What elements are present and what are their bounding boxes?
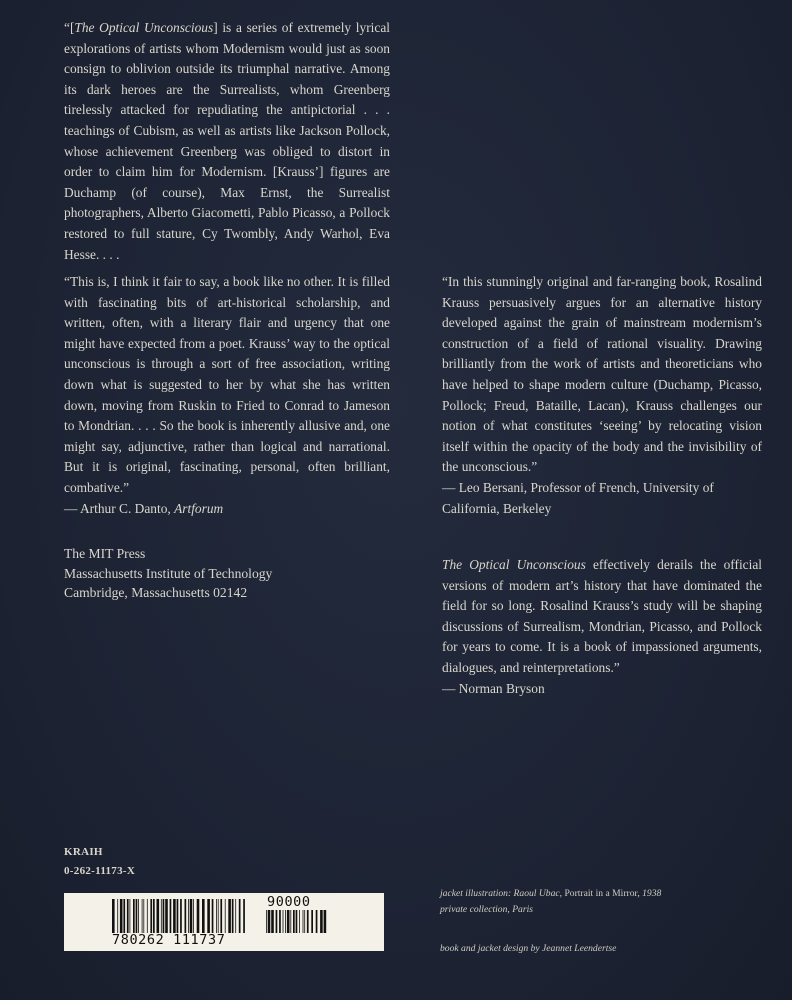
quote-text: “In this stunningly original and far-ranging book, Rosalind Krauss persuasively argues for an alternative history developed against the grain of mainstream modernism’s construction of a field of rational visuality. Drawing brilliantly from the work of artists and theoreticians who have helped to shape modern culture (Duchamp, Picasso, Pollock; Freud, Bataille, Lacan), Krauss challenges our notion of what constitutes ‘seeing’ by relocating vision itself within the opacity of the body and the invisibility of the unconscious.”	[442, 274, 762, 475]
publisher-institution: Massachusetts Institute of Technology	[64, 565, 273, 581]
publisher-city: Cambridge, Massachusetts 02142	[64, 585, 248, 600]
barcode-bar	[320, 910, 323, 933]
barcode-bar	[133, 899, 135, 933]
barcode-bar	[161, 899, 162, 933]
barcode-bar	[143, 899, 144, 933]
quote-bryson	[442, 555, 762, 699]
barcode-bar	[127, 899, 129, 933]
barcode-bar	[136, 899, 138, 933]
isbn-number: 0-262-11173-X	[64, 865, 136, 877]
barcode-bar	[235, 899, 236, 933]
barcode-bar	[123, 899, 125, 933]
barcode-bar	[324, 910, 327, 933]
credit-collection: private collection, Paris	[440, 904, 533, 915]
jacket-illustration-credit	[440, 886, 661, 918]
barcode-bar	[220, 899, 222, 933]
quote-attribution	[64, 499, 390, 520]
barcode-bar	[311, 910, 313, 933]
barcode-bar	[266, 910, 267, 933]
barcode-bar	[117, 899, 118, 933]
barcode-bar	[232, 899, 234, 933]
barcode-bar	[190, 899, 193, 933]
quote-text: ] is a series of extremely lyrical explorations of artists whom Modernism would just as soon consign to oblivion outside its triumphal narrative. Among its dark heroes are the Surrealists, whom Greenberg tirelessly attacked for repudiating the antipictorial . . . teachings of Cubism, as well as artists like Jackson Pollock, whose achievement Greenberg was obliged to distort in order to claim him for Modernism. [Krauss’] figures are Duchamp (of course), Max Ernst, the Surrealist photographers, Alberto Giacometti, Pablo Picasso, a Pollock restored to full stature, Cy Twombly, Andy Warhol, Eva Hesse. . . .	[64, 20, 390, 262]
barcode-bar	[170, 899, 172, 933]
attribution-author: — Arthur C. Danto,	[64, 500, 175, 516]
barcode-bar	[202, 899, 205, 933]
barcode-addon-bars	[266, 910, 328, 933]
barcode-bar	[150, 899, 152, 933]
barcode-bar	[239, 899, 241, 933]
publisher-address	[64, 544, 364, 603]
quote-book-title: The Optical Unconscious	[442, 557, 586, 572]
barcode-bar	[163, 899, 165, 933]
catalog-codes	[64, 843, 135, 881]
barcode-bar	[153, 899, 155, 933]
publisher-name: The MIT Press	[64, 546, 146, 561]
quote-open: “[	[64, 20, 75, 35]
barcode-bar	[188, 899, 189, 933]
barcode-bar	[293, 910, 295, 933]
quote-danto	[64, 272, 390, 519]
barcode-bar	[290, 910, 291, 933]
design-credit: book and jacket design by Jeannet Leendertse	[440, 943, 617, 954]
barcode-bar	[287, 910, 290, 933]
quote-book-title: The Optical Unconscious	[74, 20, 214, 35]
quote-text: effectively derails the official versions of modern art’s history that have dominated the field for so long. Rosalind Krauss’s study will be shaping discussions of Surrealism, Mondrian, Picasso, and Pollock for years to come. It is a book of impassioned arguments, dialogues, and reinterpretations.”	[442, 557, 762, 675]
barcode-bar	[276, 910, 278, 933]
barcode-bar	[138, 899, 139, 933]
barcode-bar	[142, 899, 143, 933]
barcode-main-digits: 780262 111737	[112, 932, 226, 948]
barcode-bar	[130, 899, 131, 933]
quote-attribution: — Norman Bryson	[442, 680, 545, 696]
barcode-bar	[307, 910, 309, 933]
barcode-bar	[283, 910, 284, 933]
barcode-bar	[299, 910, 300, 933]
barcode-bar	[197, 899, 200, 933]
barcode-bar	[279, 910, 281, 933]
barcode-bar	[147, 899, 148, 933]
barcode-bar	[316, 910, 318, 933]
barcode-bar	[157, 899, 160, 933]
barcode-bar	[243, 899, 245, 933]
barcode-bar	[177, 899, 179, 933]
barcode-bar	[180, 899, 182, 933]
barcode-bar	[218, 899, 219, 933]
quote-attribution: — Leo Bersani, Professor of French, University of California, Berkeley	[442, 479, 714, 516]
barcode-bar	[304, 910, 305, 933]
barcode-bar	[296, 910, 298, 933]
quote-optical-unconscious-review	[64, 18, 390, 265]
barcode-bar	[112, 899, 115, 933]
barcode-addon-digits: 90000	[267, 894, 311, 910]
credit-year: 1938	[639, 888, 662, 899]
barcode-bar	[303, 910, 304, 933]
barcode-bar	[225, 899, 226, 933]
barcode-bar	[193, 899, 194, 933]
barcode-bar	[268, 910, 271, 933]
barcode-main-bars	[112, 899, 248, 933]
attribution-source: Artforum	[174, 500, 224, 516]
barcode-bar	[216, 899, 217, 933]
catalog-code: KRAIH	[64, 846, 103, 858]
quote-bersani	[442, 272, 762, 519]
quote-text: “This is, I think it fair to say, a book like no other. It is filled with fascinating bits of art-historical scholarship, and written, often, with a literary flair and urgency that one might have expected from a poet. Krauss’ way to the optical unconscious is through a sort of free association, writing down what is suggested to her by what she has written down, moving from Ruskin to Fried to Conrad to Jameson to Mondrian. . . . So the book is inherently allusive and, one might say, adjunctive, rather than logical and narrational. But it is original, fascinating, personal, often brilliant, combative.”	[64, 274, 390, 495]
barcode-bar	[165, 899, 168, 933]
barcode-bar	[271, 910, 274, 933]
barcode-label	[64, 893, 384, 951]
credit-artwork-title: Portrait in a Mirror,	[564, 888, 640, 899]
barcode-bar	[285, 910, 286, 933]
credit-label: jacket illustration: Raoul Ubac,	[440, 888, 565, 899]
barcode-bar	[228, 899, 231, 933]
barcode-bar	[207, 899, 210, 933]
barcode-bar	[185, 899, 187, 933]
barcode-bar	[120, 899, 123, 933]
barcode-bar	[212, 899, 214, 933]
barcode-bar	[173, 899, 176, 933]
